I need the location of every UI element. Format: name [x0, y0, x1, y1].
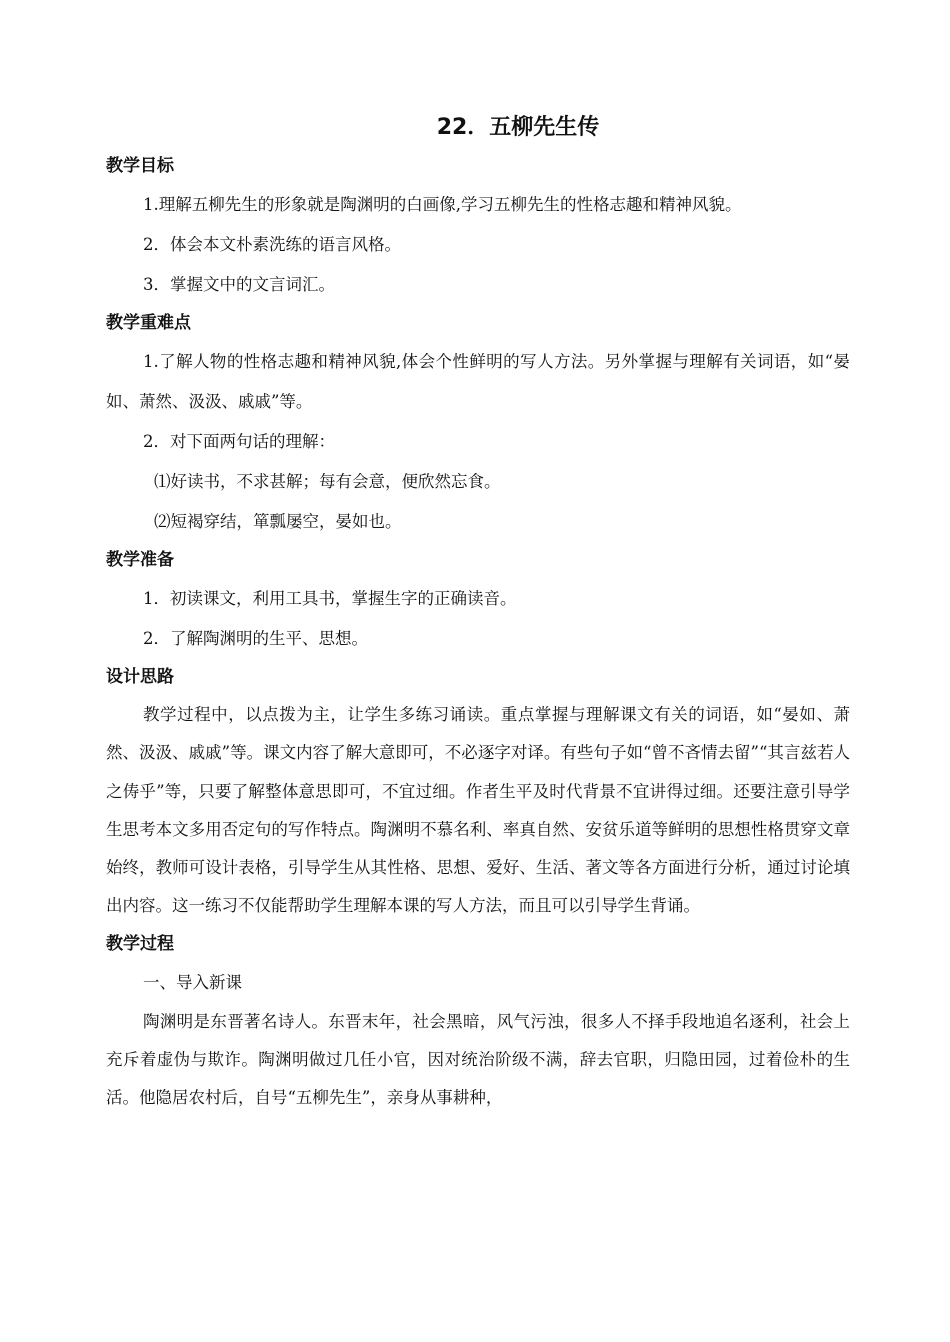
objective-item: 3．掌握文中的文言词汇。 [143, 275, 335, 294]
process-section-title: 一、导入新课 [143, 972, 242, 992]
document-title: 22．五柳先生传 [436, 115, 600, 140]
key-point-subitem: ⑴好读书，不求甚解；每有会意，便欣然忘食。 [154, 472, 501, 491]
preparation-item: 1．初读课文，利用工具书，掌握生字的正确读音。 [143, 589, 517, 608]
document-page [106, 108, 850, 1118]
key-point-subitem: ⑵短褐穿结，箪瓢屡空，晏如也。 [154, 512, 402, 531]
process-paragraph: 陶渊明是东晋著名诗人。东晋末年，社会黑暗，风气污浊，很多人不择手段地追名逐利，社会上充斥着虚伪与欺诈。陶渊明做过几任小官，因对统治阶级不满，辞去官职，归隐田园，过着俭朴的生活。他隐居农村后，自号“五柳先生”，亲身从事耕种， [106, 1011, 850, 1108]
preparation-item: 2．了解陶渊明的生平、思想。 [143, 629, 368, 648]
key-point-item: 1.了解人物的性格志趣和精神风貌,体会个性鲜明的写人方法。另外掌握与理解有关词语，如“晏如、萧然、汲汲、戚戚”等。 [106, 352, 850, 411]
objective-item: 2．体会本文朴素洗练的语言风格。 [143, 235, 401, 254]
process-heading: 教学过程 [106, 933, 174, 954]
objective-item: 1.理解五柳先生的形象就是陶渊明的白画像,学习五柳先生的性格志趣和精神风貌。 [143, 195, 742, 214]
key-points-heading: 教学重难点 [106, 313, 191, 333]
objectives-heading: 教学目标 [106, 156, 174, 176]
preparation-heading: 教学准备 [106, 550, 174, 570]
design-heading: 设计思路 [106, 667, 174, 687]
design-paragraph: 教学过程中，以点拨为主，让学生多练习诵读。重点掌握与理解课文有关的词语，如“晏如、萧然、汲汲、戚戚”等。课文内容了解大意即可，不必逐字对译。有些句子如“曾不吝情去留”“其言兹若人之俦乎”等，只要了解整体意思即可，不宜过细。作者生平及时代背景不宜讲得过细。还要注意引导学生思考本文多用否定句的写作特点。陶渊明不慕名利、率真自然、安贫乐道等鲜明的思想性格贯穿文章始终，教师可设计表格，引导学生从其性格、思想、爱好、生活、著文等各方面进行分析，通过讨论填出内容。这一练习不仅能帮助学生理解本课的写人方法，而且可以引导学生背诵。 [106, 705, 850, 916]
key-point-item: 2．对下面两句话的理解： [143, 432, 335, 451]
